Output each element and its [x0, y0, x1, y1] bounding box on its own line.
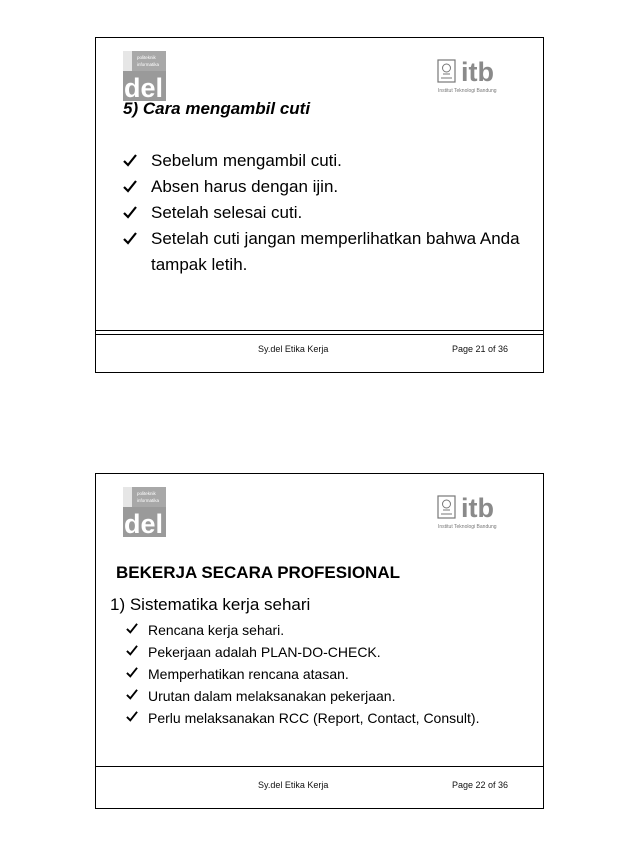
list-item — [126, 707, 536, 729]
footer-divider — [96, 330, 543, 331]
list-item-text: Rencana kerja sehari. — [148, 622, 285, 638]
slide-page-22 — [95, 473, 544, 809]
checkmark-icon — [126, 667, 138, 678]
slide-heading: 5) Cara mengambil cuti — [123, 99, 311, 118]
checklist — [123, 148, 533, 278]
footer-divider — [96, 766, 543, 767]
list-item-text: Urutan dalam melaksanakan pekerjaan. — [148, 688, 396, 704]
slide-page-21 — [95, 37, 544, 373]
list-item-text: Memperhatikan rencana atasan. — [148, 666, 349, 682]
del-logo-word: del — [124, 509, 164, 537]
list-item — [123, 226, 533, 278]
page-number: Page 21 of 36 — [452, 344, 509, 354]
checkmark-icon — [126, 689, 138, 700]
list-item-text: Absen harus dengan ijin. — [151, 177, 339, 196]
checkmark-icon — [123, 232, 137, 245]
list-item-text: Sebelum mengambil cuti. — [151, 151, 342, 170]
footer-divider — [96, 334, 543, 335]
del-logo-mid-text: informatika — [137, 62, 160, 67]
list-item — [126, 641, 536, 663]
del-logo-top-text: politeknik — [137, 55, 156, 60]
del-logo — [123, 487, 166, 537]
itb-logo-word: itb — [461, 57, 494, 87]
itb-logo-tagline: Institut Teknologi Bandung — [438, 524, 497, 530]
checkmark-icon — [126, 623, 138, 634]
del-logo — [123, 51, 166, 101]
checklist — [126, 619, 536, 729]
del-logo-mid-text: informatika — [137, 498, 160, 503]
list-item — [123, 200, 533, 226]
list-item — [126, 663, 536, 685]
itb-logo — [435, 490, 529, 534]
itb-logo-word: itb — [461, 493, 494, 523]
slide-title: BEKERJA SECARA PROFESIONAL — [116, 563, 400, 582]
itb-logo — [435, 54, 529, 98]
del-logo-word: del — [124, 73, 164, 101]
del-logo-top-text: politeknik — [137, 491, 156, 496]
list-item-text: Pekerjaan adalah PLAN-DO-CHECK. — [148, 644, 381, 660]
checkmark-icon — [123, 180, 137, 193]
checkmark-icon — [126, 711, 138, 722]
itb-logo-tagline: Institut Teknologi Bandung — [438, 88, 497, 94]
list-item — [126, 619, 536, 641]
list-item-text: Perlu melaksanakan RCC (Report, Contact, Consult). — [148, 710, 480, 726]
footer-title: Sy.del Etika Kerja — [258, 780, 329, 790]
list-item — [126, 685, 536, 707]
list-item — [123, 174, 533, 200]
list-item — [123, 148, 533, 174]
checkmark-icon — [126, 645, 138, 656]
list-item-text: Setelah cuti jangan memperlihatkan bahwa Anda tampak letih. — [151, 229, 520, 274]
checkmark-icon — [123, 154, 137, 167]
checkmark-icon — [123, 206, 137, 219]
slide-subheading: 1) Sistematika kerja sehari — [110, 595, 311, 614]
footer-title: Sy.del Etika Kerja — [258, 344, 329, 354]
list-item-text: Setelah selesai cuti. — [151, 203, 303, 222]
page-number: Page 22 of 36 — [452, 780, 509, 790]
